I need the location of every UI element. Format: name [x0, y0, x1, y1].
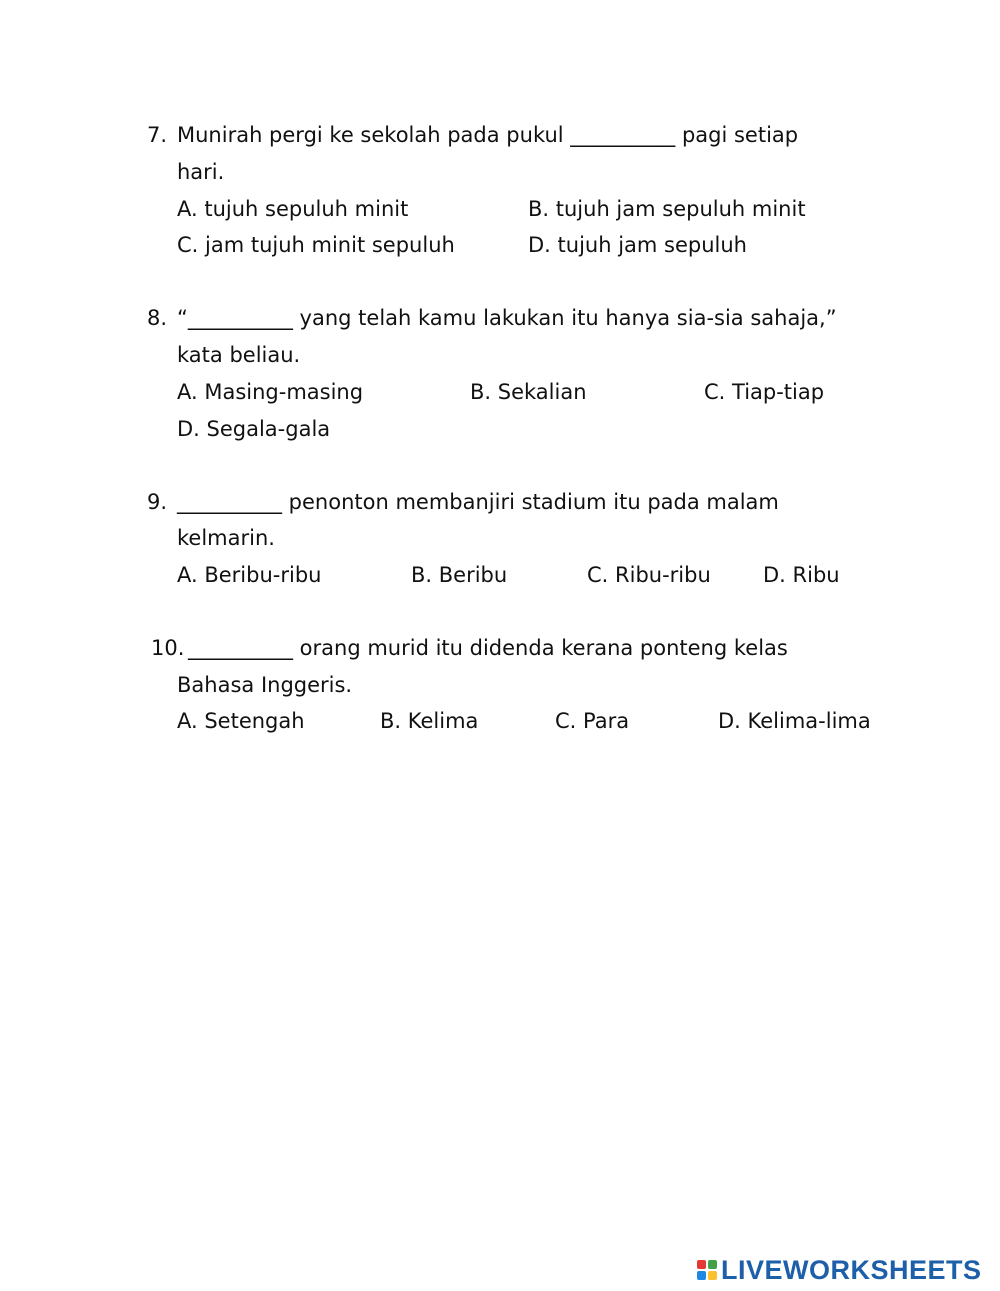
question-number: 7. — [147, 123, 168, 147]
option-d[interactable]: D. tujuh jam sepuluh — [528, 233, 747, 257]
option-a[interactable]: A. Setengah — [177, 709, 305, 733]
question-text: Munirah pergi ke sekolah pada pukul __________ pagi setiap — [177, 123, 799, 147]
liveworksheets-logo — [697, 1255, 982, 1285]
option-d[interactable]: D. Kelima-lima — [718, 709, 871, 733]
option-c[interactable]: C. Tiap-tiap — [704, 380, 825, 404]
question-text-continued: Bahasa Inggeris. — [177, 673, 353, 697]
option-c[interactable]: C. Para — [555, 709, 630, 733]
question-text: __________ penonton membanjiri stadium itu pada malam — [177, 490, 779, 514]
option-b[interactable]: B. tujuh jam sepuluh minit — [528, 197, 806, 221]
option-a[interactable]: A. Beribu-ribu — [177, 563, 322, 587]
question-number: 9. — [147, 490, 168, 514]
question-text-continued: kata beliau. — [177, 343, 301, 367]
logo-square-green — [708, 1260, 717, 1269]
question-text: “__________ yang telah kamu lakukan itu hanya sia-sia sahaja,” — [177, 306, 837, 330]
option-c[interactable]: C. jam tujuh minit sepuluh — [177, 233, 455, 257]
option-a[interactable]: A. Masing-masing — [177, 380, 364, 404]
option-b[interactable]: B. Kelima — [380, 709, 479, 733]
option-d[interactable]: D. Ribu — [763, 563, 840, 587]
option-b[interactable]: B. Sekalian — [470, 380, 587, 404]
logo-square-yellow — [708, 1271, 717, 1280]
question-number: 10. — [151, 636, 185, 660]
question-text: __________ orang murid itu didenda kerana ponteng kelas — [188, 636, 788, 660]
option-d[interactable]: D. Segala-gala — [177, 417, 331, 441]
option-b[interactable]: B. Beribu — [411, 563, 508, 587]
question-number: 8. — [147, 306, 168, 330]
logo-square-blue — [697, 1271, 706, 1280]
logo-squares-icon — [697, 1260, 717, 1280]
option-c[interactable]: C. Ribu-ribu — [587, 563, 711, 587]
logo-text: LIVEWORKSHEETS — [721, 1254, 982, 1285]
question-text-continued: hari. — [177, 160, 225, 184]
logo-square-red — [697, 1260, 706, 1269]
question-text-continued: kelmarin. — [177, 526, 275, 550]
option-a[interactable]: A. tujuh sepuluh minit — [177, 197, 409, 221]
